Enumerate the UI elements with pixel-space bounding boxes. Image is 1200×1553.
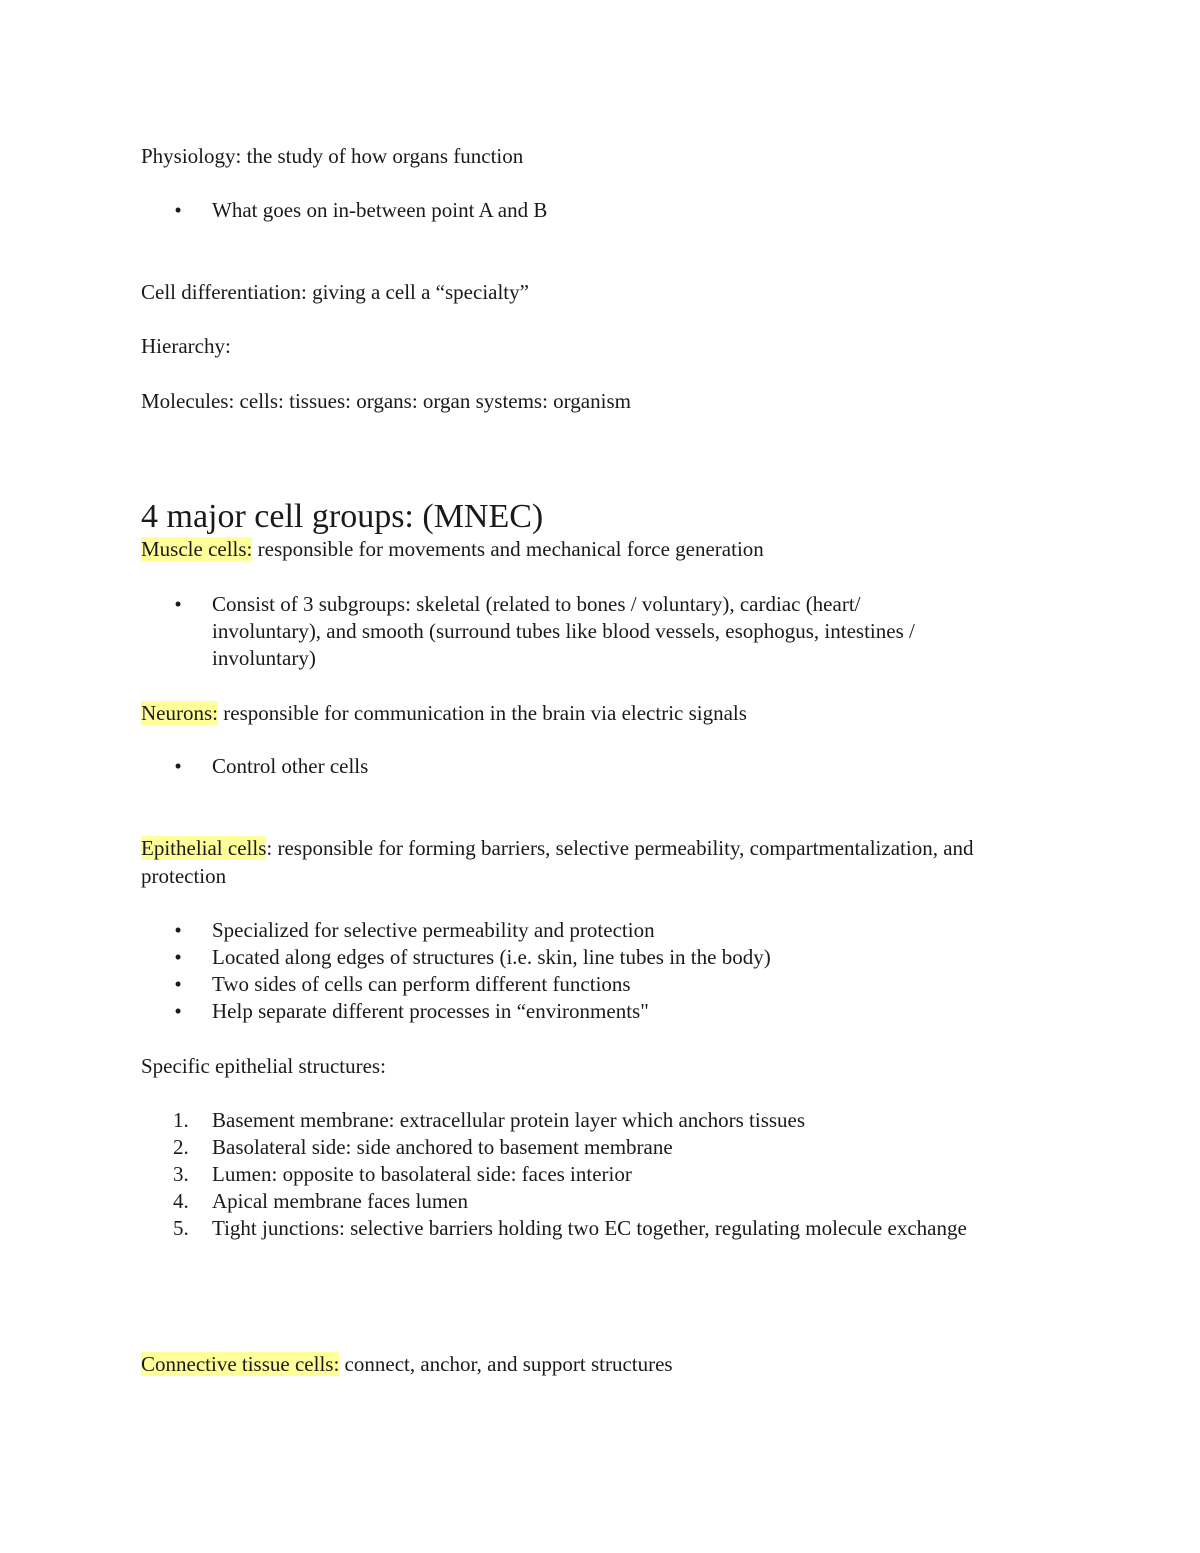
list-item-text: Help separate different processes in “environments" — [212, 999, 649, 1023]
bullet-icon: • — [174, 754, 182, 778]
list-item-text: Located along edges of structures (i.e. skin, line tubes in the body) — [212, 945, 771, 969]
numbered-item-text: Apical membrane faces lumen — [212, 1189, 468, 1213]
list-item-text: Control other cells — [212, 754, 369, 778]
connective-tissue-definition — [141, 1351, 673, 1378]
highlighted-term: Epithelial cells — [141, 836, 267, 860]
bullet-icon: • — [174, 999, 182, 1023]
definition-text: responsible for communication in the brain via electric signals — [218, 701, 747, 725]
numbered-item-text: Basement membrane: extracellular protein layer which anchors tissues — [212, 1108, 806, 1132]
numbered-item-text: Basolateral side: side anchored to basement membrane — [212, 1135, 673, 1159]
item-number: 1. — [173, 1108, 189, 1132]
list-item-text: Specialized for selective permeability and protection — [212, 918, 655, 942]
list-item-text: What goes on in-between point A and B — [212, 198, 548, 222]
highlighted-term: Neurons: — [141, 701, 218, 725]
neurons-definition — [141, 700, 747, 727]
bullet-icon: • — [174, 972, 182, 996]
definition-text: connect, anchor, and support structures — [339, 1352, 673, 1376]
muscle-cells-definition — [141, 536, 764, 563]
definition-text: responsible for movements and mechanical force generation — [252, 537, 764, 561]
numbered-item-text: Lumen: opposite to basolateral side: faces interior — [212, 1162, 632, 1186]
item-number: 4. — [173, 1189, 189, 1213]
epithelial-cells-definition — [141, 835, 1041, 890]
highlighted-term: Muscle cells: — [141, 537, 253, 561]
bullet-icon: • — [174, 945, 182, 969]
definition-text: : responsible for forming barriers, selective permeability, compartmentalization, and protection — [141, 836, 974, 888]
numbered-item-text: Tight junctions: selective barriers holding two EC together, regulating molecule exchange — [212, 1216, 967, 1240]
item-number: 3. — [173, 1162, 189, 1186]
bullet-icon: • — [174, 918, 182, 942]
item-number: 5. — [173, 1216, 189, 1240]
physiology-definition: Physiology: the study of how organs function — [141, 144, 524, 168]
list-item-text: Two sides of cells can perform different functions — [212, 972, 631, 996]
hierarchy-line: Molecules: cells: tissues: organs: organ systems: organism — [141, 389, 631, 413]
highlighted-term: Connective tissue cells: — [141, 1352, 340, 1376]
bullet-icon: • — [174, 198, 182, 222]
item-number: 2. — [173, 1135, 189, 1159]
differentiation-definition: Cell differentiation: giving a cell a “specialty” — [141, 280, 529, 304]
section-heading: 4 major cell groups: (MNEC) — [141, 498, 544, 535]
bullet-icon: • — [174, 592, 182, 616]
list-item-text: Consist of 3 subgroups: skeletal (related to bones / voluntary), cardiac (heart/ involuntary), and smooth (surround tubes like blood vessels, esophogus, intestines / involuntary) — [212, 592, 915, 670]
structures-label: Specific epithelial structures: — [141, 1054, 386, 1078]
hierarchy-label: Hierarchy: — [141, 334, 231, 358]
